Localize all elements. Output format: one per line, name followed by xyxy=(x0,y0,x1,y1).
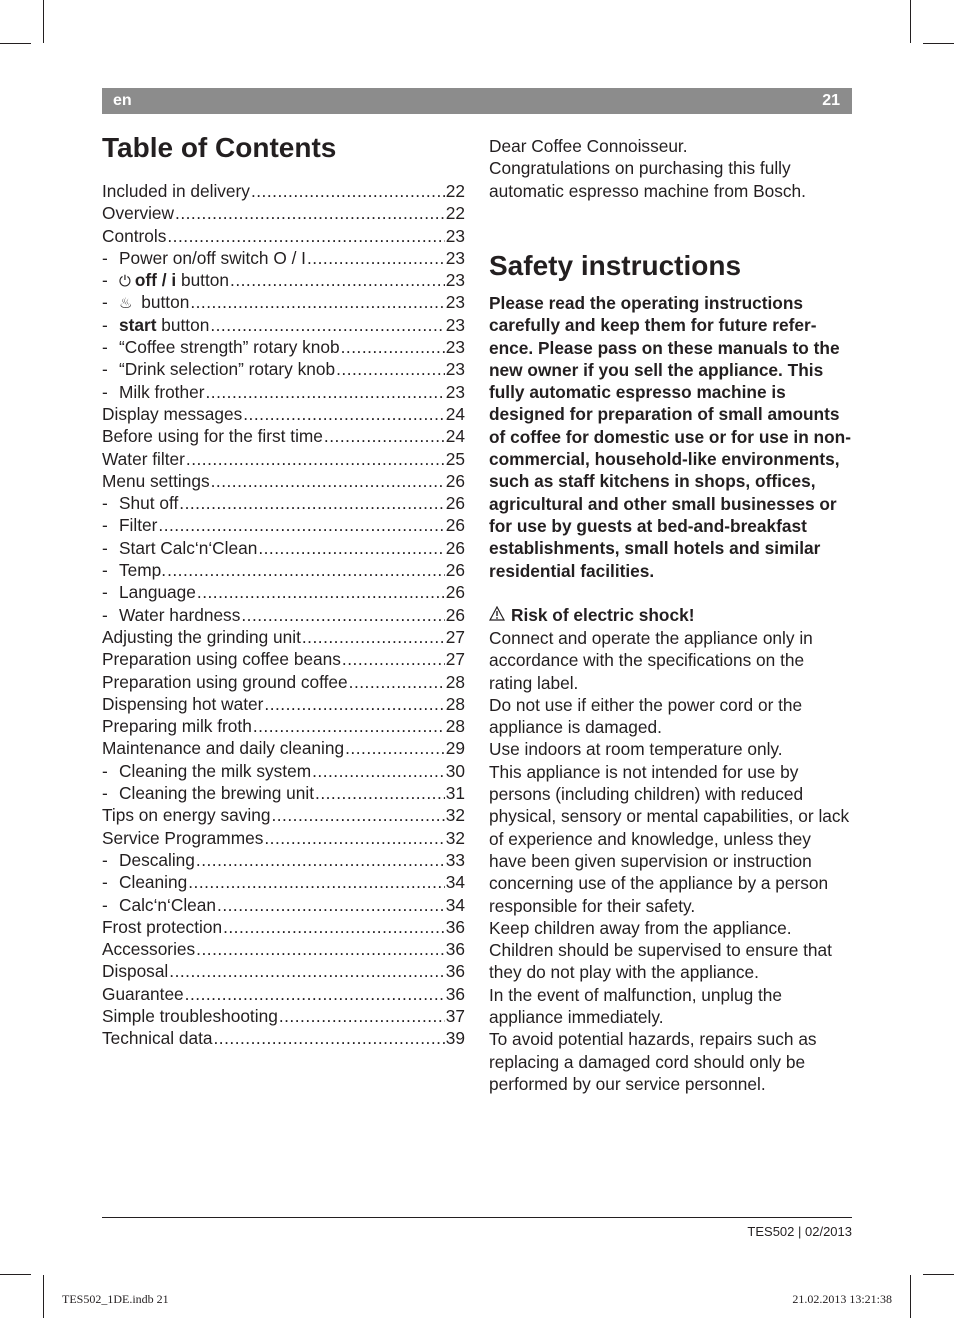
toc-dot-leader xyxy=(336,358,445,380)
toc-entry-label xyxy=(119,336,340,358)
toc-entry-dash: - xyxy=(102,872,108,893)
toc-entry-text: Before using for the first time xyxy=(102,426,323,447)
warning-paragraph: Children should be supervised to ensure that they do not play with the appliance. xyxy=(489,940,832,983)
toc-entry-page: 26 xyxy=(445,582,465,603)
toc-entry-label xyxy=(102,1005,278,1027)
toc-entry-label xyxy=(119,871,187,893)
toc-dot-leader xyxy=(279,1005,445,1027)
toc-entry-label xyxy=(102,1027,212,1049)
toc-entry-page: 26 xyxy=(445,604,465,625)
toc-entry-dash: - xyxy=(102,560,108,581)
toc-entry xyxy=(102,671,465,693)
toc-entry-text: Preparation using ground coffee xyxy=(102,671,348,692)
warning-body xyxy=(489,627,852,1095)
safety-intro: Please read the operating instructions carefully and keep them for future refer-ence. Please pass on these manuals to the new owner if you sell the appliance. This fully automatic espresso machine is designed for preparation of small amounts of coffee for domestic use or for use in non-commercial, household-like environments, such as staff kitchens in shops, offices, agricultural and other small businesses or for use by guests at bed-and-breakfast establishments, small hotels and similar residential facilities. xyxy=(489,293,851,581)
toc-entry xyxy=(102,336,465,358)
toc-entry-dash: - xyxy=(102,894,108,915)
toc-entry-page: 32 xyxy=(445,827,465,848)
toc-entry-page: 23 xyxy=(445,270,465,291)
toc-dot-leader xyxy=(167,225,444,247)
toc-dot-leader xyxy=(167,559,445,581)
warning-paragraph: Do not use if either the power cord or the appliance is damaged. xyxy=(489,694,803,738)
toc-dot-leader xyxy=(158,514,444,536)
toc-entry-text: “Drink selection” rotary knob xyxy=(119,359,336,380)
toc-entry-dash: - xyxy=(102,537,108,558)
toc-entry-text: Temp. xyxy=(119,560,167,581)
toc-entry xyxy=(102,871,465,893)
toc-entry-text: Water hardness xyxy=(119,604,241,625)
toc-entry-label xyxy=(119,581,196,603)
toc-entry-text: button xyxy=(156,314,210,335)
toc-entry-label xyxy=(119,559,166,581)
toc-entry-page: 37 xyxy=(445,1005,465,1026)
crop-mark xyxy=(43,1275,44,1318)
toc-entry-text: Maintenance and daily cleaning xyxy=(102,738,345,759)
toc-entry xyxy=(102,381,465,403)
crop-mark xyxy=(43,0,44,43)
toc-entry xyxy=(102,225,465,247)
toc-entry-label xyxy=(119,514,157,536)
toc-dot-leader xyxy=(307,247,445,269)
toc-entry-dash: - xyxy=(102,604,108,625)
toc-entry-label xyxy=(119,314,209,336)
toc-entry-page: 39 xyxy=(445,1028,465,1049)
toc-entry xyxy=(102,581,465,603)
toc-entry xyxy=(102,314,465,336)
toc-entry-page: 26 xyxy=(445,515,465,536)
header-bar xyxy=(102,88,852,114)
toc-entry-text: Technical data xyxy=(102,1028,213,1049)
toc-entry xyxy=(102,693,465,715)
toc-entry-label xyxy=(119,537,257,559)
toc-entry-page: 26 xyxy=(445,560,465,581)
toc-entry-label xyxy=(102,225,166,247)
toc-entry-page: 23 xyxy=(445,337,465,358)
toc-entry-page: 24 xyxy=(445,426,465,447)
toc-entry-label xyxy=(102,960,168,982)
toc-entry xyxy=(102,804,465,826)
toc-entry-dash: - xyxy=(102,849,108,870)
toc-entry-text: Frost protection xyxy=(102,916,223,937)
toc-entry xyxy=(102,827,465,849)
toc-symbol-icon: ♨ xyxy=(119,295,133,313)
toc-entry xyxy=(102,425,465,447)
warning-triangle-icon xyxy=(489,604,505,626)
toc-dot-leader xyxy=(196,849,445,871)
intro-text xyxy=(489,135,852,202)
toc-dot-leader xyxy=(345,737,445,759)
toc-entry-text: Filter xyxy=(119,515,158,536)
intro-greeting: Dear Coffee Connoisseur. xyxy=(489,136,688,156)
toc-entry-label xyxy=(102,827,263,849)
toc-entry xyxy=(102,180,465,202)
crop-mark xyxy=(910,0,911,43)
toc-entry-text: Disposal xyxy=(102,961,169,982)
toc-entry-dash: - xyxy=(102,783,108,804)
toc-title: Table of Contents xyxy=(102,132,337,163)
toc-symbol-icon: ⏻ xyxy=(119,273,131,291)
toc-entry-text: Power on/off switch O / I xyxy=(119,247,306,268)
toc-dot-leader xyxy=(190,291,444,313)
toc-entry-dash: - xyxy=(102,381,108,402)
toc-dot-leader xyxy=(251,180,445,202)
toc-entry-dash: - xyxy=(102,270,108,291)
toc-entry-label xyxy=(102,804,270,826)
toc-entry-page: 34 xyxy=(445,872,465,893)
warning-title: Risk of electric shock! xyxy=(511,605,695,625)
toc-entry-label xyxy=(102,403,242,425)
toc-entry xyxy=(102,1005,465,1027)
toc-entry xyxy=(102,782,465,804)
toc-entry-page: 29 xyxy=(445,738,465,759)
warning-paragraph: In the event of malfunction, unplug the appliance immediately. xyxy=(489,984,783,1028)
toc-entry-label xyxy=(102,938,195,960)
toc-entry-page: 34 xyxy=(445,894,465,915)
warning-heading xyxy=(489,604,852,626)
toc-entry-page: 28 xyxy=(445,693,465,714)
toc-entry-page: 36 xyxy=(445,939,465,960)
toc-dot-leader xyxy=(342,648,445,670)
toc-entry-label xyxy=(102,425,323,447)
toc-entry-page: 36 xyxy=(445,961,465,982)
toc-entry-label xyxy=(102,983,184,1005)
toc-dot-leader xyxy=(230,269,445,291)
toc-entry-page: 22 xyxy=(445,181,465,201)
toc-entry-label xyxy=(102,470,210,492)
toc-entry xyxy=(102,715,465,737)
crop-mark xyxy=(0,1274,31,1275)
toc-dot-leader xyxy=(312,760,445,782)
toc-entry-label xyxy=(119,358,335,380)
toc-entry xyxy=(102,760,465,782)
toc-entry-label xyxy=(119,291,189,313)
toc-entry-page: 23 xyxy=(445,292,465,313)
toc-dot-leader xyxy=(169,960,444,982)
toc-entry-text: Included in delivery xyxy=(102,181,250,201)
toc-entry-page: 36 xyxy=(445,916,465,937)
toc-entry-dash: - xyxy=(102,359,108,380)
toc-entry xyxy=(102,470,465,492)
toc-entry xyxy=(102,648,465,670)
toc-entry-dash: - xyxy=(102,314,108,335)
toc-entry-label xyxy=(119,492,178,514)
toc-entry-page: 26 xyxy=(445,493,465,514)
toc-entry-page: 26 xyxy=(445,537,465,558)
toc-entry-page: 23 xyxy=(445,314,465,335)
toc-entry-dash: - xyxy=(102,582,108,603)
toc-dot-leader xyxy=(217,894,445,916)
toc-entry-label xyxy=(102,202,174,224)
page-number: 21 xyxy=(822,92,840,109)
toc-dot-leader xyxy=(175,202,445,224)
toc-entry-text: button xyxy=(176,270,230,291)
toc-entry-page: 32 xyxy=(445,805,465,826)
toc-entry-text: Preparing milk froth xyxy=(102,716,252,737)
toc-entry-text: Start Calc‘n‘Clean xyxy=(119,537,258,558)
toc-entry-text: Water filter xyxy=(102,448,185,469)
toc-dot-leader xyxy=(315,782,445,804)
toc-entry-page: 27 xyxy=(445,649,465,670)
toc-entry-page: 33 xyxy=(445,849,465,870)
warning-paragraph: Connect and operate the appliance only in accordance with the specifications on the rating label. xyxy=(489,628,813,693)
toc-entry-label xyxy=(119,381,204,403)
toc-dot-leader xyxy=(196,938,445,960)
toc-entry-page: 22 xyxy=(445,203,465,224)
toc-entry-label xyxy=(119,247,306,269)
toc-entry-text: Shut off xyxy=(119,493,179,514)
toc-entry-page: 23 xyxy=(445,381,465,402)
toc-dot-leader xyxy=(205,381,444,403)
toc-dot-leader xyxy=(264,693,444,715)
toc-dot-leader xyxy=(211,470,445,492)
warning-paragraph: Use indoors at room temperature only. xyxy=(489,739,783,760)
toc-dot-leader xyxy=(210,314,444,336)
toc-entry xyxy=(102,1027,465,1049)
intro-congratulations: Congratulations on purchasing this fully automatic espresso machine from Bosch. xyxy=(489,158,806,201)
toc-entry-label xyxy=(119,760,311,782)
toc-entry-bold-label: off / i xyxy=(134,270,177,291)
toc-entry-page: 26 xyxy=(445,470,465,491)
toc-dot-leader xyxy=(243,403,445,425)
toc-dot-leader xyxy=(341,336,445,358)
toc-dot-leader xyxy=(185,983,445,1005)
toc-entry-text: Guarantee xyxy=(102,983,184,1004)
toc-entry xyxy=(102,247,465,269)
toc-entry-page: 28 xyxy=(445,671,465,692)
toc-entry-label xyxy=(102,180,250,202)
toc-entry-page: 27 xyxy=(445,626,465,647)
crop-mark xyxy=(923,1274,954,1275)
toc-entry-label xyxy=(102,671,348,693)
toc-dot-leader xyxy=(258,537,444,559)
toc-entry-label xyxy=(102,448,185,470)
footer-rule xyxy=(102,1217,852,1218)
language-code: en xyxy=(113,92,132,109)
toc-entry xyxy=(102,604,465,626)
toc-dot-leader xyxy=(241,604,444,626)
toc-dot-leader xyxy=(213,1027,444,1049)
toc-dot-leader xyxy=(179,492,445,514)
toc-entry xyxy=(102,960,465,982)
toc-dot-leader xyxy=(188,871,445,893)
toc-entry-label xyxy=(102,916,222,938)
toc-entry-page: 25 xyxy=(445,448,465,469)
toc-entry-text: Simple troubleshooting xyxy=(102,1005,278,1026)
toc-entry-label xyxy=(119,894,216,916)
toc-entry-dash: - xyxy=(102,247,108,268)
toc-entry-text: Language xyxy=(119,582,196,603)
toc-entry-page: 23 xyxy=(445,247,465,268)
toc-entry-page: 23 xyxy=(445,225,465,246)
toc-entry-text: button xyxy=(136,292,190,313)
toc-entry-label xyxy=(102,737,344,759)
toc-entry xyxy=(102,514,465,536)
toc-entry-text: Cleaning the milk system xyxy=(119,760,312,781)
toc-entry-page: 23 xyxy=(445,359,465,380)
toc-entry-text: “Coffee strength” rotary knob xyxy=(119,337,340,358)
toc-entry-text: Adjusting the grinding unit xyxy=(102,626,301,647)
toc-entry-text: Cleaning xyxy=(119,872,188,893)
toc-dot-leader xyxy=(253,715,445,737)
toc-entry-label xyxy=(119,849,195,871)
toc-entry-text: Overview xyxy=(102,203,175,224)
toc-entry-text: Dispensing hot water xyxy=(102,693,264,714)
crop-mark xyxy=(923,43,954,44)
toc-entry-text: Cleaning the brewing unit xyxy=(119,783,315,804)
toc-entry-page: 24 xyxy=(445,403,465,424)
toc-dot-leader xyxy=(324,425,445,447)
toc-entry-text: Menu settings xyxy=(102,470,210,491)
toc-entry-dash: - xyxy=(102,493,108,514)
toc-entry xyxy=(102,626,465,648)
toc-entry xyxy=(102,403,465,425)
toc-entry xyxy=(102,849,465,871)
toc-entry-page: 28 xyxy=(445,716,465,737)
toc-entry xyxy=(102,291,465,313)
toc-entry-label xyxy=(102,626,301,648)
toc-entry-page: 31 xyxy=(445,783,465,804)
toc-dot-leader xyxy=(349,671,445,693)
toc-dot-leader xyxy=(197,581,445,603)
toc-entry xyxy=(102,202,465,224)
toc-entry-text: Accessories xyxy=(102,939,196,960)
toc-entry xyxy=(102,894,465,916)
toc-dot-leader xyxy=(271,804,444,826)
toc-entry-text: Display messages xyxy=(102,403,243,424)
toc-entry-text: Tips on energy saving xyxy=(102,805,271,826)
toc-dot-leader xyxy=(223,916,445,938)
toc-entry xyxy=(102,492,465,514)
toc-entry xyxy=(102,559,465,581)
toc-entry xyxy=(102,537,465,559)
toc-entry-label xyxy=(102,648,341,670)
toc-entry xyxy=(102,916,465,938)
toc-entry xyxy=(102,983,465,1005)
toc-entry-dash: - xyxy=(102,337,108,358)
toc-entry-text: Descaling xyxy=(119,849,195,870)
toc-entry-dash: - xyxy=(102,292,108,313)
warning-paragraph: Keep children away from the appliance. xyxy=(489,917,792,938)
toc-entry-label xyxy=(119,604,240,626)
toc-entry-label xyxy=(102,715,252,737)
toc-entry-label xyxy=(119,782,314,804)
toc-entry-page: 36 xyxy=(445,983,465,1004)
toc-entry-text: Milk frother xyxy=(119,381,205,402)
toc-entry xyxy=(102,448,465,470)
toc-entry-text: Service Programmes xyxy=(102,827,264,848)
warning-paragraph: This appliance is not intended for use by persons (including children) with reduced physical, sensory or mental capabilities, or lack of experience and knowledge, unless they have been given supervision or instruction concerning use of the appliance by a person responsible for their safety. xyxy=(489,761,850,916)
toc-entry-page: 30 xyxy=(445,760,465,781)
toc-entry xyxy=(102,269,465,291)
warning-paragraph: To avoid potential hazards, repairs such as replacing a damaged cord should only be performed by our service personnel. xyxy=(489,1029,817,1094)
footer-code: TES502 | 02/2013 xyxy=(747,1224,852,1239)
safety-title: Safety instructions xyxy=(489,250,742,281)
print-slug-timestamp: 21.02.2013 13:21:38 xyxy=(792,1292,892,1306)
print-slug-file: TES502_1DE.indb 21 xyxy=(62,1292,169,1306)
toc-entry-label xyxy=(119,269,229,291)
toc-entry xyxy=(102,737,465,759)
toc-dot-leader xyxy=(264,827,444,849)
toc-entry-dash: - xyxy=(102,760,108,781)
toc-dot-leader xyxy=(302,626,445,648)
toc-entry-text: Preparation using coffee beans xyxy=(102,649,341,670)
toc-dot-leader xyxy=(186,448,445,470)
crop-mark xyxy=(910,1275,911,1318)
crop-mark xyxy=(0,43,31,44)
toc-entry xyxy=(102,358,465,380)
toc-entry-dash: - xyxy=(102,515,108,536)
toc-entry-bold-label: start xyxy=(119,314,157,335)
toc-entry-text: Controls xyxy=(102,225,167,246)
toc-entry-text: Calc‘n‘Clean xyxy=(119,894,217,915)
toc-entry xyxy=(102,938,465,960)
toc-entry-label xyxy=(102,693,263,715)
table-of-contents xyxy=(102,180,465,1050)
